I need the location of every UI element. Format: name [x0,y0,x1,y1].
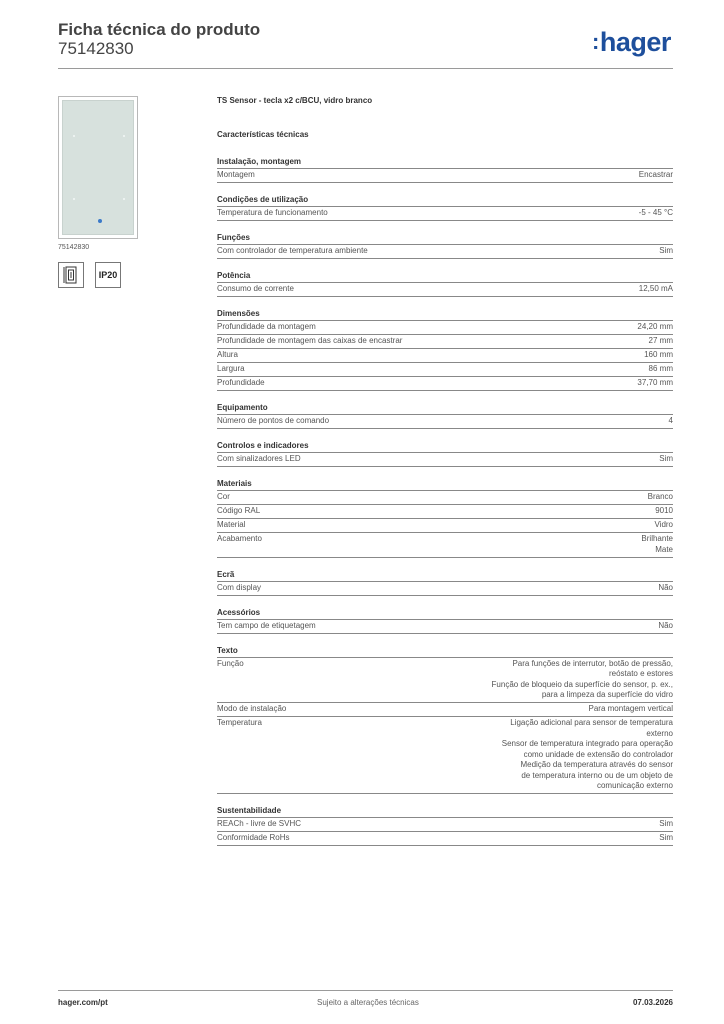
spec-label: Acabamento [217,534,262,543]
spec-row [217,717,673,794]
spec-section-title: Materiais [217,478,673,491]
spec-section-title: Ecrã [217,569,673,582]
spec-value [655,506,673,517]
spec-value-line: Sim [659,833,673,842]
spec-section [217,440,673,467]
spec-value [639,208,673,219]
ip-rating-badge: IP20 [95,262,121,288]
spec-row [217,283,673,297]
spec-value-line: Encastrar [638,170,673,179]
spec-sections [217,156,673,857]
spec-label: Código RAL [217,506,261,515]
spec-section-title: Condições de utilização [217,194,673,207]
spec-row [217,335,673,349]
flush-mount-icon [58,262,84,288]
spec-row [217,321,673,335]
spec-label: Profundidade [217,378,265,387]
product-subtitle: TS Sensor - tecla x2 c/BCU, vidro branco [217,96,373,105]
spec-row [217,491,673,505]
spec-section [217,270,673,297]
spec-value-line: 160 mm [644,350,673,359]
spec-value-line: comunicação externo [596,781,673,790]
spec-value-line: reóstato e estores [608,669,673,678]
spec-section-title: Sustentabilidade [217,805,673,818]
spec-section [217,569,673,596]
spec-row [217,505,673,519]
spec-label: Material [217,520,246,529]
spec-value-line: Branco [647,492,673,501]
spec-label: Montagem [217,170,255,179]
spec-row [217,349,673,363]
spec-value [669,416,673,427]
spec-value-line: Mate [655,544,673,554]
spec-label: Temperatura de funcionamento [217,208,328,217]
spec-label: Conformidade RoHs [217,833,290,842]
spec-value [639,170,673,181]
spec-value [589,704,673,715]
spec-value-line: Não [658,582,673,592]
footer-divider [58,990,673,991]
spec-section-title: Texto [217,645,673,658]
spec-value [639,284,673,295]
spec-value-line: Para funções de interrutor, botão de pressão, [512,658,673,668]
spec-value-line: 27 mm [648,336,673,345]
spec-value [648,492,673,503]
spec-value-line: Vidro [654,520,673,529]
spec-row [217,207,673,221]
product-glass-panel [62,100,134,235]
spec-label: Consumo de corrente [217,284,294,293]
spec-section-title: Potência [217,270,673,283]
spec-row [217,377,673,391]
spec-value-line: Função de bloqueio da superfície do sensor, p. ex., [491,679,673,689]
spec-value-line: Não [658,620,673,630]
spec-row [217,832,673,846]
spec-value [659,454,673,465]
spec-section [217,805,673,846]
product-image-caption: 75142830 [58,244,90,251]
spec-value-line: Sim [659,246,673,255]
header-divider [58,68,673,69]
spec-value [637,322,673,333]
spec-value-line: Medição da temperatura através do sensor [520,760,673,769]
logo-text: hager [599,27,671,57]
spec-value-line: Para montagem vertical [588,704,673,713]
product-image [58,96,138,239]
hager-logo[interactable] [592,27,671,58]
status-led [98,219,102,223]
spec-label: Número de pontos de comando [217,416,330,425]
spec-section [217,607,673,634]
spec-section-title: Acessórios [217,607,673,620]
spec-label: Modo de instalação [217,704,287,713]
spec-value-line: 4 [668,416,673,425]
touch-point-indicator [73,135,75,137]
spec-label: Com display [217,582,262,592]
spec-value-line: 12,50 mA [638,284,673,293]
spec-section [217,156,673,183]
spec-section [217,308,673,391]
spec-value [644,350,673,361]
spec-row [217,453,673,467]
spec-section-title: Dimensões [217,308,673,321]
spec-label: Largura [217,364,245,373]
spec-section [217,478,673,558]
spec-value [492,659,673,701]
spec-label: Com sinalizadores LED [217,454,301,463]
spec-value-line: Sim [659,454,673,463]
spec-section [217,232,673,259]
spec-row [217,533,673,558]
spec-value-line: 9010 [655,506,673,515]
spec-value-line: externo [646,728,673,738]
spec-label: Profundidade da montagem [217,322,316,331]
spec-value [658,621,673,632]
footer-website-link[interactable]: hager.com/pt [58,998,108,1007]
spec-row [217,519,673,533]
spec-value [654,520,673,531]
spec-section-title: Equipamento [217,402,673,415]
spec-label: Função [217,658,244,668]
spec-value-line: 37,70 mm [637,378,673,387]
spec-value [658,583,673,594]
spec-row [217,415,673,429]
spec-row [217,658,673,704]
spec-value [659,819,673,830]
spec-row [217,245,673,259]
spec-section [217,645,673,795]
spec-row [217,582,673,596]
spec-section-title: Funções [217,232,673,245]
spec-label: Com controlador de temperatura ambiente [217,246,368,255]
spec-label: REACh - livre de SVHC [217,819,302,828]
spec-value-line: 24,20 mm [637,322,673,331]
spec-label: Tem campo de etiquetagem [217,620,316,630]
spec-section-title: Instalação, montagem [217,156,673,169]
spec-value [502,718,673,792]
spec-value-line: Sensor de temperatura integrado para operação [501,739,673,748]
spec-value-line: Brilhante [641,534,673,543]
touch-point-indicator [123,198,125,200]
spec-row [217,620,673,634]
spec-section [217,194,673,221]
spec-value-line: 86 mm [648,364,673,373]
spec-row [217,703,673,717]
footer-notice: Sujeito a alterações técnicas [317,998,419,1007]
technical-specs-heading: Características técnicas [217,130,309,139]
touch-point-indicator [123,135,125,137]
spec-value-line: -5 - 45 °C [638,208,673,217]
spec-value [637,378,673,389]
document-product-code: 75142830 [58,39,134,58]
spec-value-line: Ligação adicional para sensor de temperatura [510,718,673,727]
spec-value [659,833,673,844]
spec-label: Temperatura [217,718,262,727]
spec-value [649,336,673,347]
spec-value [641,534,673,555]
spec-section [217,402,673,429]
spec-section-title: Controlos e indicadores [217,440,673,453]
spec-row [217,363,673,377]
spec-label: Profundidade de montagem das caixas de encastrar [217,336,403,345]
touch-point-indicator [73,198,75,200]
spec-row [217,818,673,832]
footer-date: 07.03.2026 [632,998,673,1007]
spec-label: Altura [217,350,238,359]
spec-value-line: para a limpeza da superfície do vidro [541,690,673,699]
spec-value-line: como unidade de extensão do controlador [523,749,673,759]
spec-value-line: Sim [659,819,673,828]
logo-prefix: : [592,29,599,54]
spec-value [649,364,673,375]
spec-value-line: de temperatura interno ou de um objeto de [521,770,673,780]
spec-value [659,246,673,257]
spec-label: Cor [217,492,230,501]
document-title: Ficha técnica do produto [58,20,261,39]
spec-row [217,169,673,183]
